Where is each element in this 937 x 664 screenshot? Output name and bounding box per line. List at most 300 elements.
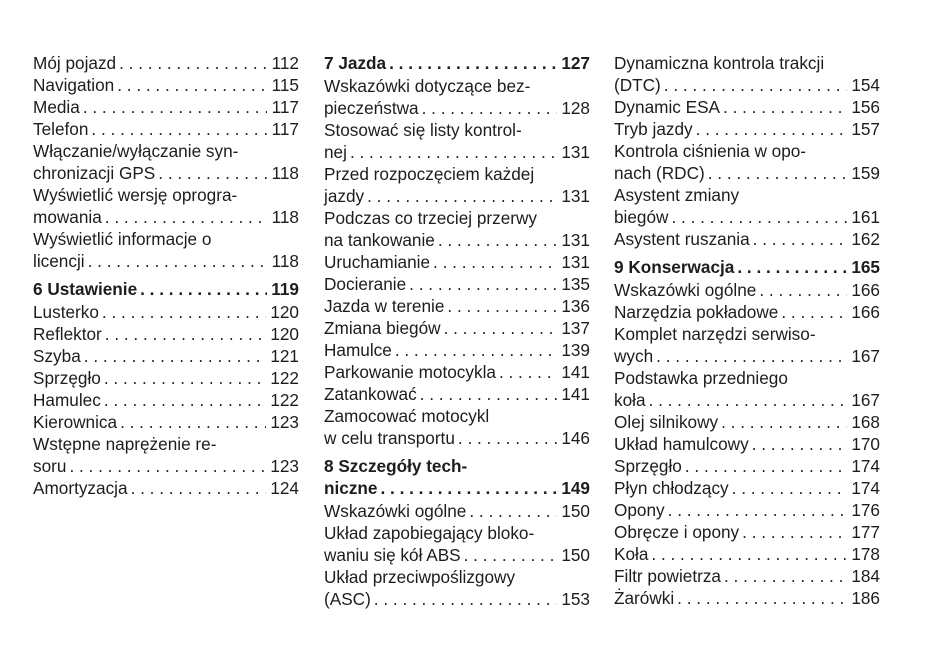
toc-entry-title: Obręcze i opony	[614, 522, 740, 542]
toc-line	[614, 74, 880, 96]
toc-entry-title: Sprzęgło	[33, 368, 101, 388]
toc-entry-title: Tryb jazdy	[614, 119, 693, 139]
toc-line	[33, 345, 299, 367]
toc-line	[324, 566, 590, 588]
dot-leader	[458, 427, 557, 449]
dot-leader	[433, 251, 557, 273]
toc-line	[33, 367, 299, 389]
toc-page-number: 174	[851, 478, 880, 498]
toc-line	[324, 544, 590, 566]
toc-entry[interactable]	[33, 74, 299, 96]
toc-line	[324, 339, 590, 361]
toc-entry-title: 8 Szczegóły tech-	[324, 456, 468, 476]
dot-leader	[651, 543, 847, 565]
dot-leader	[668, 499, 848, 521]
toc-entry[interactable]	[324, 500, 590, 522]
toc-page-number: 186	[851, 588, 880, 608]
toc-entry-title: Koła	[614, 544, 649, 564]
dot-leader	[685, 455, 847, 477]
toc-entry[interactable]	[33, 367, 299, 389]
toc-line	[614, 367, 880, 389]
toc-entry-title: w celu transportu	[324, 428, 455, 448]
toc-page-number: 117	[271, 119, 299, 139]
toc-entry[interactable]	[324, 75, 590, 119]
toc-line	[324, 163, 590, 185]
toc-line	[614, 96, 880, 118]
toc-line	[33, 389, 299, 411]
toc-entry[interactable]	[324, 405, 590, 449]
toc-page-number: 166	[851, 302, 880, 322]
toc-page-number: 118	[271, 163, 299, 183]
toc-entry-title: Amortyzacja	[33, 478, 128, 498]
toc-entry-title: Układ przeciwpoślizgowy	[324, 567, 516, 587]
toc-page-number: 157	[851, 119, 880, 139]
dot-leader	[422, 97, 558, 119]
toc-line	[324, 500, 590, 522]
toc-line	[324, 383, 590, 405]
toc-line	[614, 301, 880, 323]
toc-entry-title: Olej silnikowy	[614, 412, 719, 432]
toc-entry-title: Narzędzia pokładowe	[614, 302, 779, 322]
toc-entry[interactable]	[614, 279, 880, 301]
toc-entry[interactable]	[614, 52, 880, 96]
toc-page-number: 178	[851, 544, 880, 564]
toc-entry-title: Wyświetlić informacje o	[33, 229, 212, 249]
toc-page-number: 122	[270, 368, 299, 388]
toc-entry-title: Telefon	[33, 119, 89, 139]
dot-leader	[752, 433, 848, 455]
toc-line	[614, 499, 880, 521]
toc-page-number: 131	[561, 230, 590, 250]
dot-leader	[438, 229, 557, 251]
toc-line	[324, 588, 590, 610]
toc-line	[33, 433, 299, 455]
toc-page-number: 122	[270, 390, 299, 410]
toc-page-number: 150	[561, 545, 590, 565]
toc-line	[33, 411, 299, 433]
toc-page-number: 118	[271, 207, 299, 227]
toc-line	[33, 477, 299, 499]
dot-leader	[753, 228, 848, 250]
toc-page-number: 166	[851, 280, 880, 300]
toc-entry-title: Jazda w terenie	[324, 296, 445, 316]
toc-line	[33, 96, 299, 118]
toc-line	[614, 52, 880, 74]
toc-entry-title: 9 Konserwacja	[614, 257, 735, 277]
toc-entry-title: 7 Jazda	[324, 53, 387, 73]
toc-entry[interactable]	[614, 587, 880, 609]
toc-page-number: 124	[270, 478, 299, 498]
toc-section-heading[interactable]	[324, 455, 590, 499]
toc-entry-title: Wyświetlić wersję oprogra-	[33, 185, 238, 205]
toc-entry[interactable]	[33, 411, 299, 433]
toc-entry[interactable]	[614, 433, 880, 455]
dot-leader	[88, 250, 267, 272]
toc-entry[interactable]	[614, 455, 880, 477]
toc-page-number: 184	[851, 566, 880, 586]
toc-entry-title: Włączanie/wyłączanie syn-	[33, 141, 239, 161]
toc-entry[interactable]	[614, 367, 880, 411]
toc-entry-title: Lusterko	[33, 302, 99, 322]
toc-entry-title: Hamulce	[324, 340, 392, 360]
toc-entry[interactable]	[324, 295, 590, 317]
toc-entry[interactable]	[324, 383, 590, 405]
toc-entry-title: licencji	[33, 251, 85, 271]
toc-line	[614, 587, 880, 609]
dot-leader	[140, 278, 267, 300]
toc-page-number: 176	[851, 500, 880, 520]
toc-page-number: 112	[271, 53, 299, 73]
toc-page-number: 117	[271, 97, 299, 117]
toc-entry[interactable]	[614, 118, 880, 140]
toc-page-number: 120	[270, 324, 299, 344]
toc-line	[614, 543, 880, 565]
toc-page-number: 119	[271, 279, 299, 299]
dot-leader	[708, 162, 848, 184]
dot-leader	[737, 256, 847, 278]
toc-entry[interactable]	[324, 273, 590, 295]
toc-entry-title: nach (RDC)	[614, 163, 705, 183]
toc-entry-title: Podczas co trzeciej przerwy	[324, 208, 538, 228]
dot-leader	[649, 389, 848, 411]
dot-leader	[120, 411, 266, 433]
toc-line	[33, 52, 299, 74]
dot-leader	[104, 367, 266, 389]
dot-leader	[469, 500, 557, 522]
dot-leader	[759, 279, 847, 301]
toc-entry[interactable]	[33, 433, 299, 477]
dot-leader	[671, 206, 847, 228]
toc-entry[interactable]	[614, 301, 880, 323]
toc-line	[324, 273, 590, 295]
toc-entry[interactable]	[324, 119, 590, 163]
toc-entry-title: Kierownica	[33, 412, 118, 432]
dot-leader	[656, 345, 847, 367]
toc-line	[614, 256, 880, 278]
toc-page-number: 120	[270, 302, 299, 322]
dot-leader	[83, 96, 267, 118]
dot-leader	[444, 317, 558, 339]
toc-entry-title: Uruchamianie	[324, 252, 431, 272]
toc-entry-title: Stosować się listy kontrol-	[324, 120, 522, 140]
toc-line	[614, 279, 880, 301]
toc-entry[interactable]	[614, 228, 880, 250]
toc-line	[324, 207, 590, 229]
dot-leader	[721, 411, 847, 433]
dot-leader	[389, 52, 557, 74]
toc-line	[614, 477, 880, 499]
toc-entry-title: Asystent ruszania	[614, 229, 750, 249]
dot-leader	[499, 361, 557, 383]
dot-leader	[723, 96, 847, 118]
toc-column-1	[33, 52, 299, 499]
toc-entry-title: Zmiana biegów	[324, 318, 441, 338]
toc-entry-title: Reflektor	[33, 324, 102, 344]
toc-page-number: 128	[561, 98, 590, 118]
toc-page-number: 174	[851, 456, 880, 476]
dot-leader	[696, 118, 848, 140]
toc-page-number: 149	[561, 478, 590, 498]
toc-entry[interactable]	[324, 163, 590, 207]
toc-line	[324, 455, 590, 477]
toc-entry-title: soru	[33, 456, 67, 476]
toc-line	[324, 405, 590, 427]
toc-line	[614, 389, 880, 411]
toc-line	[33, 278, 299, 300]
toc-entry-title: Wskazówki ogólne	[324, 501, 467, 521]
toc-entry-title: Wskazówki ogólne	[614, 280, 757, 300]
toc-line	[614, 323, 880, 345]
toc-line	[324, 477, 590, 499]
toc-line	[324, 251, 590, 273]
toc-line	[324, 141, 590, 163]
toc-page-number: 168	[851, 412, 880, 432]
toc-page-number: 141	[561, 384, 590, 404]
toc-entry[interactable]	[33, 140, 299, 184]
toc-entry-title: Sprzęgło	[614, 456, 682, 476]
toc-line	[33, 162, 299, 184]
dot-leader	[380, 477, 557, 499]
toc-entry-title: Szyba	[33, 346, 81, 366]
toc-entry[interactable]	[33, 96, 299, 118]
toc-entry[interactable]	[33, 345, 299, 367]
toc-entry-title: Asystent zmiany	[614, 185, 740, 205]
dot-leader	[350, 141, 557, 163]
toc-page-number: 146	[561, 428, 590, 448]
toc-line	[33, 184, 299, 206]
dot-leader	[664, 74, 848, 96]
toc-page-number: 131	[561, 252, 590, 272]
toc-entry[interactable]	[614, 543, 880, 565]
toc-page-number: 167	[851, 346, 880, 366]
dot-leader	[409, 273, 557, 295]
toc-entry-title: Zamocować motocykl	[324, 406, 490, 426]
dot-leader	[367, 185, 557, 207]
toc-entry[interactable]	[324, 317, 590, 339]
toc-page-number: 177	[851, 522, 880, 542]
toc-line	[614, 565, 880, 587]
dot-leader	[104, 389, 266, 411]
toc-line	[324, 229, 590, 251]
dot-leader	[781, 301, 847, 323]
toc-page-number: 123	[270, 456, 299, 476]
toc-page-number: 170	[851, 434, 880, 454]
toc-entry-title: (ASC)	[324, 589, 371, 609]
toc-entry[interactable]	[324, 361, 590, 383]
toc-entry[interactable]	[614, 499, 880, 521]
toc-entry-title: Opony	[614, 500, 665, 520]
dot-leader	[158, 162, 267, 184]
toc-entry-title: Układ zapobiegający bloko-	[324, 523, 535, 543]
dot-leader	[105, 323, 267, 345]
dot-leader	[464, 544, 558, 566]
toc-entry[interactable]	[33, 184, 299, 228]
toc-entry-title: Dynamic ESA	[614, 97, 721, 117]
toc-entry[interactable]	[324, 251, 590, 273]
toc-page-number: 141	[561, 362, 590, 382]
toc-entry[interactable]	[614, 565, 880, 587]
dot-leader	[677, 587, 847, 609]
dot-leader	[119, 52, 267, 74]
toc-entry[interactable]	[614, 184, 880, 228]
toc-line	[33, 118, 299, 140]
toc-entry-title: Dynamiczna kontrola trakcji	[614, 53, 825, 73]
toc-line	[324, 361, 590, 383]
toc-entry[interactable]	[324, 339, 590, 361]
toc-entry[interactable]	[33, 228, 299, 272]
toc-line	[324, 317, 590, 339]
toc-line	[33, 250, 299, 272]
dot-leader	[91, 118, 267, 140]
toc-entry-title: koła	[614, 390, 646, 410]
toc-entry-title: Kontrola ciśnienia w opo-	[614, 141, 807, 161]
toc-entry-title: Żarówki	[614, 588, 675, 608]
toc-entry-title: Mój pojazd	[33, 53, 117, 73]
toc-entry[interactable]	[33, 389, 299, 411]
toc-line	[324, 185, 590, 207]
toc-line	[614, 118, 880, 140]
toc-entry-title: waniu się kół ABS	[324, 545, 461, 565]
toc-page-number: 137	[561, 318, 590, 338]
toc-entry-title: nej	[324, 142, 347, 162]
toc-entry-title: Media	[33, 97, 80, 117]
toc-entry[interactable]	[614, 521, 880, 543]
toc-entry-title: (DTC)	[614, 75, 661, 95]
toc-entry[interactable]	[324, 207, 590, 251]
toc-line	[324, 522, 590, 544]
toc-line	[33, 323, 299, 345]
toc-entry-title: Zatankować	[324, 384, 417, 404]
toc-page-number: 131	[561, 186, 590, 206]
toc-entry[interactable]	[33, 323, 299, 345]
toc-line	[33, 140, 299, 162]
toc-entry-title: Podstawka przedniego	[614, 368, 788, 388]
toc-entry-title: Hamulec	[33, 390, 101, 410]
toc-line	[614, 455, 880, 477]
toc-line	[324, 427, 590, 449]
toc-line	[324, 75, 590, 97]
toc-line	[614, 228, 880, 250]
dot-leader	[117, 74, 267, 96]
toc-entry[interactable]	[33, 52, 299, 74]
dot-leader	[102, 301, 266, 323]
toc-entry-title: Przed rozpoczęciem każdej	[324, 164, 535, 184]
toc-entry-title: Docieranie	[324, 274, 407, 294]
toc-line	[33, 74, 299, 96]
toc-line	[33, 301, 299, 323]
toc-line	[324, 295, 590, 317]
toc-page-number: 115	[271, 75, 299, 95]
toc-section-heading[interactable]	[33, 278, 299, 300]
toc-entry[interactable]	[614, 140, 880, 184]
toc-line	[33, 228, 299, 250]
toc-line	[324, 52, 590, 74]
toc-entry-title: Filtr powietrza	[614, 566, 721, 586]
toc-line	[614, 521, 880, 543]
toc-page-number: 135	[561, 274, 590, 294]
toc-line	[614, 206, 880, 228]
toc-page-number: 156	[851, 97, 880, 117]
toc-page-number: 162	[851, 229, 880, 249]
toc-column-3	[614, 52, 880, 609]
dot-leader	[395, 339, 557, 361]
toc-page-number: 161	[851, 207, 880, 227]
toc-page-number: 136	[561, 296, 590, 316]
toc-line	[324, 97, 590, 119]
dot-leader	[69, 455, 266, 477]
toc-entry-title: pieczeństwa	[324, 98, 419, 118]
dot-leader	[732, 477, 848, 499]
toc-entry[interactable]	[324, 566, 590, 610]
toc-entry-title: wych	[614, 346, 654, 366]
toc-column-2	[324, 52, 590, 610]
toc-line	[33, 206, 299, 228]
dot-leader	[131, 477, 267, 499]
toc-entry-title: Wskazówki dotyczące bez-	[324, 76, 531, 96]
toc-line	[324, 119, 590, 141]
toc-entry-title: chronizacji GPS	[33, 163, 156, 183]
toc-page-number: 118	[271, 251, 299, 271]
dot-leader	[420, 383, 558, 405]
dot-leader	[374, 588, 558, 610]
dot-leader	[84, 345, 267, 367]
toc-line	[614, 140, 880, 162]
toc-page-number: 123	[270, 412, 299, 432]
toc-entry-title: Komplet narzędzi serwiso-	[614, 324, 816, 344]
toc-entry-title: Parkowanie motocykla	[324, 362, 496, 382]
toc-entry-title: niczne	[324, 478, 378, 498]
toc-entry[interactable]	[324, 522, 590, 566]
dot-leader	[447, 295, 557, 317]
toc-page-number: 121	[270, 346, 299, 366]
dot-leader	[724, 565, 847, 587]
toc-line	[33, 455, 299, 477]
toc-page-number: 159	[851, 163, 880, 183]
toc-section-heading[interactable]	[614, 256, 880, 278]
toc-entry[interactable]	[614, 477, 880, 499]
toc-entry[interactable]	[614, 323, 880, 367]
toc-entry[interactable]	[33, 301, 299, 323]
toc-entry-title: Płyn chłodzący	[614, 478, 729, 498]
toc-page-number: 153	[561, 589, 590, 609]
toc-page-number: 154	[851, 75, 880, 95]
toc-line	[614, 411, 880, 433]
toc-entry-title: Układ hamulcowy	[614, 434, 749, 454]
toc-entry-title: biegów	[614, 207, 669, 227]
toc-section-heading[interactable]	[324, 52, 590, 74]
toc-line	[614, 184, 880, 206]
toc-entry-title: jazdy	[324, 186, 365, 206]
toc-line	[614, 345, 880, 367]
toc-page-number: 139	[561, 340, 590, 360]
toc-entry-title: Navigation	[33, 75, 115, 95]
toc-entry-title: Wstępne naprężenie re-	[33, 434, 217, 454]
toc-entry[interactable]	[33, 118, 299, 140]
toc-entry[interactable]	[614, 96, 880, 118]
toc-line	[614, 162, 880, 184]
toc-page-number: 167	[851, 390, 880, 410]
toc-entry-title: 6 Ustawienie	[33, 279, 138, 299]
dot-leader	[742, 521, 847, 543]
toc-page-number: 165	[851, 257, 880, 277]
toc-entry[interactable]	[33, 477, 299, 499]
toc-entry[interactable]	[614, 411, 880, 433]
toc-line	[614, 433, 880, 455]
dot-leader	[105, 206, 267, 228]
toc-page-number: 131	[561, 142, 590, 162]
toc-entry-title: mowania	[33, 207, 102, 227]
toc-page-number: 150	[561, 501, 590, 521]
